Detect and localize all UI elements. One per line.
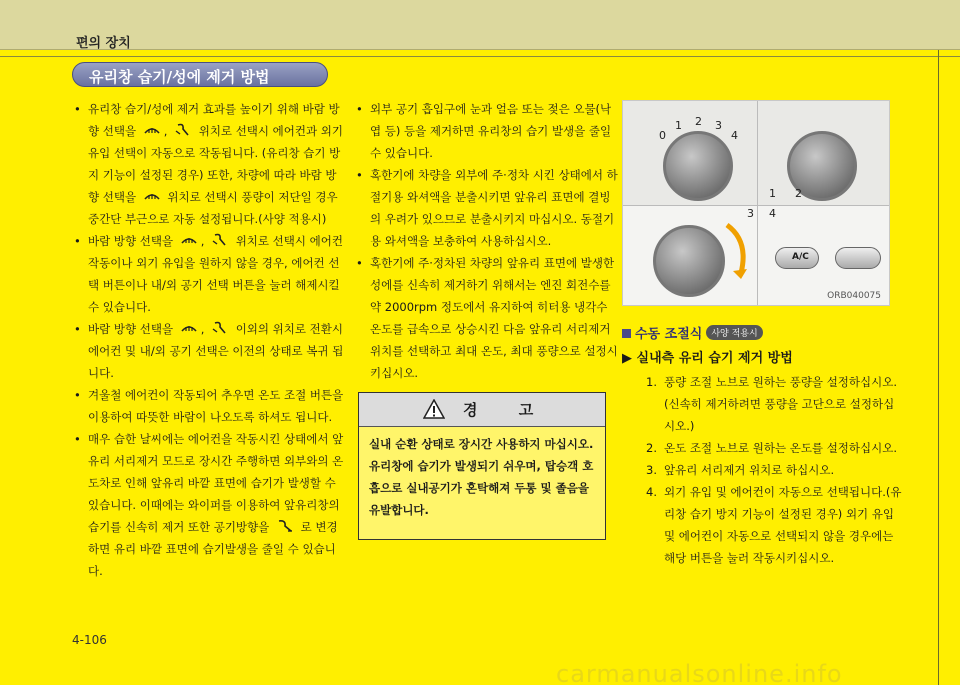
list-item: • 혹한기에 주·정차된 차량의 앞유리 표면에 발생한 성에를 신속히 제거하기 위해서는 엔진 회전수를 약 2000rpm 정도에서 유지하여 히터용 냉각수 온도를 급속으로 상승시킨 다음 앞유리 서리제거 위치를 선택하고 최대 온도, 최대 풍량으로 설정시키십시오. [356, 252, 618, 384]
figure-code: ORB040075 [827, 291, 881, 301]
list-item: 2. 온도 조절 노브로 원하는 온도를 설정하십시오. [646, 441, 898, 455]
warning-title: 경 고 [463, 401, 552, 419]
figure-label: 4 [769, 207, 776, 220]
windshield-defrost-icon [143, 122, 161, 136]
floor-defrost-icon [211, 320, 229, 334]
list-item: • 외부 공기 흡입구에 눈과 얼음 또는 젖은 오물(낙엽 등) 등을 제거하면 유리창의 습기 발생을 줄일 수 있습니다. [356, 98, 618, 164]
manual-heading: 수동 조절식 사양 적용시 [622, 323, 763, 342]
figure-divider [623, 205, 890, 206]
fan-speed-knob [663, 131, 733, 201]
section-title-pill [72, 62, 328, 87]
square-bullet-icon [622, 329, 631, 338]
list-item: • 유리창 습기/성에 제거 효과를 높이기 위해 바람 방향 선택을 , 위치로 선택시 에어컨과 외기 유입 선택이 자동으로 작동됩니다. (유리창 습기 방지 기능이 설정된 경우) 또한, 차량에 따라 바람 방향 선택을 위치로 선택시 풍량이 저단일 경우 중간단 부근으로 자동 설정됩니다.(사양 적용시) [74, 98, 346, 230]
list-item: 3. 앞유리 서리제거 위치로 하십시오. [646, 463, 835, 477]
knob-number: 0 [659, 129, 666, 142]
knob-number: 4 [731, 129, 738, 142]
figure-label: 3 [747, 207, 754, 220]
option-badge: 사양 적용시 [706, 325, 762, 340]
list-item: • 바람 방향 선택을 , 이외의 위치로 전환시 에어컨 및 내/외 공기 선택은 이전의 상태로 복귀 됩니다. [74, 318, 346, 384]
list-item: 1. 풍량 조절 노브로 원하는 풍량을 설정하십시오. (신속히 제거하려면 풍량을 고단으로 설정하십시오.) [646, 375, 898, 433]
rotate-arrow-icon [723, 221, 753, 281]
manual-steps [646, 371, 902, 569]
manual-subheading: ▶ 실내측 유리 습기 제거 방법 [622, 351, 793, 366]
windshield-defrost-icon [180, 320, 198, 334]
warning-text: 실내 순환 상태로 장시간 사용하지 마십시오. 유리창에 습기가 발생되기 쉬우며, 탑승객 호흡으로 실내공기가 혼탁해져 두통 및 졸음을 유발합니다. [369, 437, 594, 517]
floor-defrost-icon [174, 122, 192, 136]
list-item: • 매우 습한 날씨에는 에어컨을 작동시킨 상태에서 앞유리 서리제거 모드로 장시간 주행하면 외부와의 온도차로 인해 앞유리 바깥 표면에 습기가 발생할 수 있습니다. 이때에는 와이퍼를 이용하여 앞유리창의 습기를 신속히 제거 또한 공기방향을 로 변경하면 유리 바깥 표면에 습기발생을 줄일 수 있습니다. [74, 428, 346, 582]
page-number: 4-106 [72, 633, 107, 647]
list-item: 4. 외기 유입 및 에어컨이 자동으로 선택됩니다.(유리창 습기 방지 기능이 설정된 경우) 외기 유입 및 에어컨이 자동으로 선택되지 않을 경우에는 해당 버튼을 눌러 작동시키십시오. [646, 485, 902, 565]
list-item: • 혹한기에 차량을 외부에 주·정차 시킨 상태에서 하절기용 와셔액을 분출시키면 앞유리 표면에 결빙의 우려가 있으므로 분출시키지 마십시오. 동절기용 와셔액을 보충하여 사용하십시오. [356, 164, 618, 252]
mode-knob [653, 225, 725, 297]
figure-divider [757, 101, 758, 306]
floor-mode-icon [276, 518, 294, 532]
chapter-title: 편의 장치 [76, 36, 131, 51]
knob-number: 3 [715, 119, 722, 132]
section-title: 유리창 습기/성에 제거 방법 [89, 68, 270, 86]
list-item: • 겨울철 에어컨이 작동되어 추우면 온도 조절 버튼을 이용하여 따뜻한 바람이 나오도록 하셔도 됩니다. [74, 384, 346, 428]
windshield-defrost-icon [180, 232, 198, 246]
header-divider [0, 56, 960, 57]
climate-control-figure [622, 100, 890, 306]
ac-button: A/C [775, 247, 819, 269]
triangle-bullet-icon: ▶ [622, 351, 637, 366]
header-bar [0, 0, 960, 50]
middle-column [356, 98, 618, 384]
warning-box [358, 392, 606, 540]
list-item: • 바람 방향 선택을 , 위치로 선택시 에어컨 작동이나 외기 유입을 원하지 않을 경우, 에어컨 선택 버튼이나 내/외 공기 선택 버튼을 눌러 해제시킬 수 있습니다. [74, 230, 346, 318]
knob-number: 1 [675, 119, 682, 132]
margin-line [938, 50, 939, 685]
warning-header [359, 393, 605, 427]
floor-defrost-icon [211, 232, 229, 246]
figure-label: 2 [795, 187, 802, 200]
knob-number: 2 [695, 115, 702, 128]
warning-triangle-icon [423, 399, 445, 419]
windshield-defrost-icon [143, 188, 161, 202]
watermark: carmanualsonline.info [556, 660, 843, 685]
left-column [74, 98, 346, 582]
recirculation-button [835, 247, 881, 269]
figure-label: 1 [769, 187, 776, 200]
